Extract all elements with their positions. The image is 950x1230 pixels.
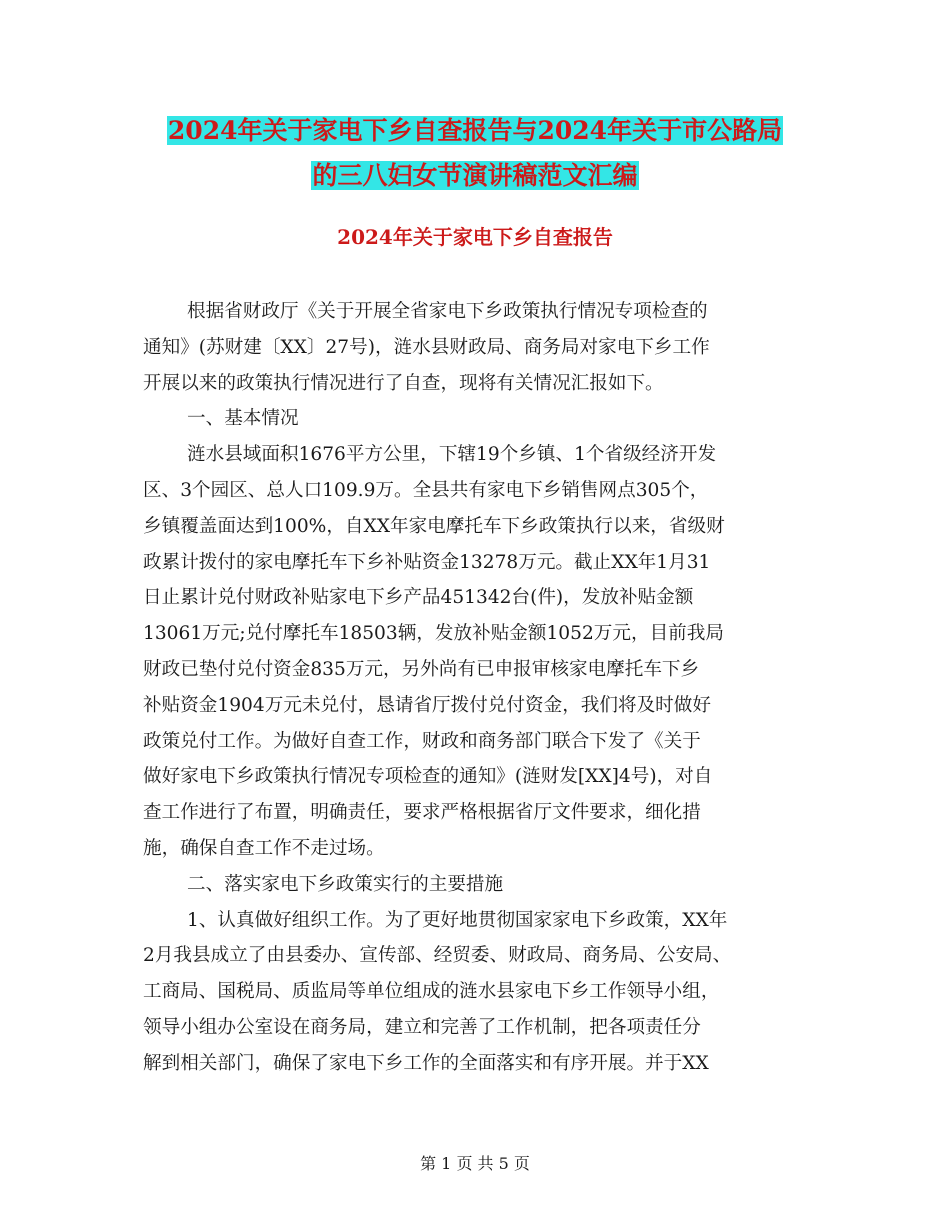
paragraph-line: 根据省财政厅《关于开展全省家电下乡政策执行情况专项检查的 [187,301,708,322]
paragraph-line: 通知》(苏财建〔XX〕27号)，涟水县财政局、商务局对家电下乡工作 [143,336,710,358]
paragraph-line: 日止累计兑付财政补贴家电下乡产品451342台(件)，发放补贴金额 [143,587,694,609]
paragraph-line: 施，确保自查工作不走过场。 [143,837,385,859]
paragraph-line: 做好家电下乡政策执行情况专项检查的通知》(涟财发[XX]4号)，对自 [143,766,713,788]
main-title-line-1-text: 2024年关于家电下乡自查报告与2024年关于市公路局 [167,116,783,145]
body-text [143,294,843,1082]
paragraph-line: 查工作进行了布置，明确责任，要求严格根据省厅文件要求，细化措 [143,802,701,824]
page-footer: 第 1 页 共 5 页 [420,1154,530,1173]
paragraph-line: 解到相关部门，确保了家电下乡工作的全面落实和有序开展。并于XX [143,1052,709,1074]
paragraph-line: 政累计拨付的家电摩托车下乡补贴资金13278万元。截止XX年1月31 [143,551,711,573]
section-heading-main-measures: 二、落实家电下乡政策实行的主要措施 [187,873,504,895]
paragraph-line: 政策兑付工作。为做好自查工作，财政和商务部门联合下发了《关于 [143,730,701,752]
paragraph-line: 1、认真做好组织工作。为了更好地贯彻国家家电下乡政策，XX年 [187,909,728,931]
main-title-line-2-text: 的三八妇女节演讲稿范文汇编 [312,161,638,190]
paragraph-line: 工商局、国税局、质监局等单位组成的涟水县家电下乡工作领导小组， [143,981,720,1003]
paragraph-line: 补贴资金1904万元未兑付，恳请省厅拨付兑付资金，我们将及时做好 [143,694,711,716]
main-title-line-2 [0,157,950,195]
section-heading-basic-situation: 一、基本情况 [187,408,299,430]
section-title: 2024年关于家电下乡自查报告 [337,225,613,249]
paragraph-line: 13061万元;兑付摩托车18503辆，发放补贴金额1052万元，目前我局 [143,623,724,645]
main-title-line-1 [0,112,950,150]
paragraph-line: 区、3个园区、总人口109.9万。全县共有家电下乡销售网点305个， [143,479,709,501]
paragraph-line: 2月我县成立了由县委办、宣传部、经贸委、财政局、商务局、公安局、 [143,945,732,967]
paragraph-line: 涟水县域面积1676平方公里，下辖19个乡镇、1个省级经济开发 [187,444,717,466]
paragraph-line: 乡镇覆盖面达到100%，自XX年家电摩托车下乡政策执行以来，省级财 [143,515,725,537]
paragraph-line: 领导小组办公室设在商务局，建立和完善了工作机制，把各项责任分 [143,1016,701,1038]
paragraph-line: 开展以来的政策执行情况进行了自查，现将有关情况汇报如下。 [143,372,664,394]
paragraph-line: 财政已垫付兑付资金835万元，另外尚有已申报审核家电摩托车下乡 [143,658,700,680]
